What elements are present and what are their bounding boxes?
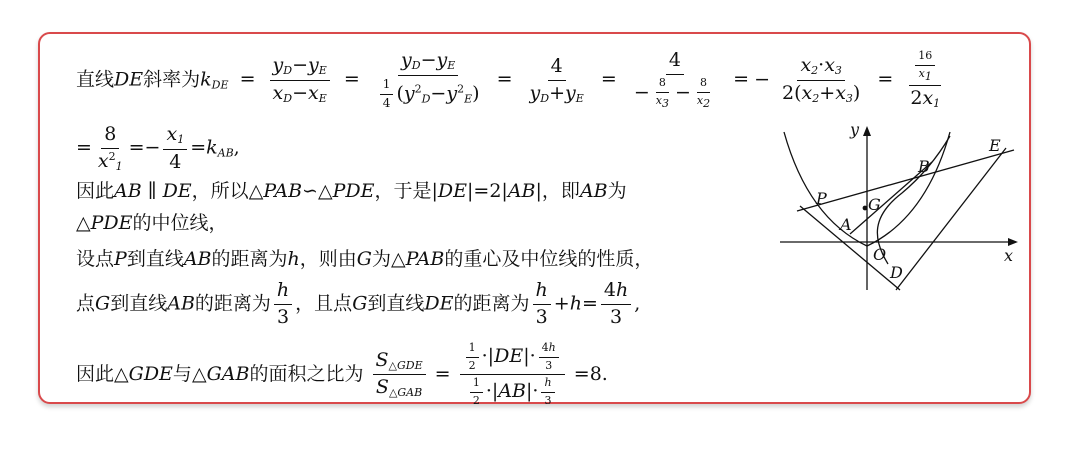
text-segment: 因此 [76, 180, 115, 202]
text-segment: ，即 [541, 180, 580, 202]
x-axis-arrow [1008, 238, 1018, 246]
text-segment: 的距离为 [211, 248, 288, 270]
text-segment: 的中位线， [132, 212, 228, 234]
text-segment: 与 [172, 362, 192, 385]
y-axis-arrow [863, 126, 871, 136]
slope-equation: 直线DE斜率为$k_{DE}$ = $\frac{y_D-y_E}{x_D-x_E}$ = $y_D-y_E$ $\frac{1}{4}$ $(y^2_D-y^2_E)$ = $\frac{4}{y_D+y_E}$ = 4 − $\frac{8}{x_3}$ − $\frac{8}{x_2}$ = − $\frac{x_2\cdot x_3}{2(x_2+x_3)}$ = $\frac{\frac{16}{x_1}}{2x_1}$ [76, 49, 941, 111]
slope-equation-continued: = $\frac{8}{x^2_1}$ =− $\frac{x_1}{4}$ $=k_{AB}$, [76, 123, 240, 173]
text-segment: 的距离为 [194, 292, 271, 315]
label-o: O [873, 245, 887, 264]
distance-setup: 设点P到直线AB的距离为h，则由G为△PAB的重心及中位线的性质， [76, 248, 654, 270]
text-segment: ，则由 [299, 248, 357, 270]
text-segment: 8. [589, 362, 608, 385]
text-segment: 为 [371, 248, 391, 270]
distance-result: 点G到直线AB的距离为 $\frac{h}{3}$ ，且点G到直线DE的距离为 $\frac{h}{3}$ +h= $\frac{4h}{3}$ , [76, 279, 641, 328]
midline-statement: △PDE的中位线， [76, 212, 228, 234]
text-segment: 到直线 [367, 292, 425, 315]
point-g [863, 206, 868, 211]
text-segment: 到直线 [126, 248, 184, 270]
text-segment: 的重心及中位线的性质， [444, 248, 654, 270]
text-segment: 的距离为 [453, 292, 530, 315]
text-segment: 直线 [76, 68, 115, 91]
text-segment: ，且点 [295, 292, 353, 315]
text-segment: 点 [76, 292, 96, 315]
area-ratio: 因此△GDE与△GAB的面积之比为 $\frac{S_{\triangle GDE}}{S_{\triangle GAB}}$ = $\frac{1}{2}$ ·|DE|· $\frac{4h}{3}$ $\frac{1}{2}$ ·|AB|· $\frac{h}{3}$ =8. [76, 341, 608, 407]
text-segment: 因此 [76, 362, 115, 385]
label-a: A [840, 215, 852, 234]
label-b: B [918, 157, 930, 176]
text-segment: 设点 [76, 248, 115, 270]
line-de [896, 148, 1006, 290]
label-d: D [890, 263, 903, 282]
label-p: P [816, 189, 827, 208]
label-e: E [989, 136, 1001, 155]
label-y: y [850, 120, 860, 139]
text-segment: 斜率为 [143, 68, 201, 91]
parallel-statement: 因此AB ∥ DE，所以△PAB∽△PDE，于是|DE|=2|AB|，即AB为 [76, 180, 627, 202]
text-segment: 到直线 [110, 292, 168, 315]
parabola-figure [772, 118, 1022, 298]
label-x: x [1004, 246, 1014, 265]
label-g: G [868, 195, 881, 214]
text-segment: ，所以 [191, 180, 249, 202]
text-segment: 的面积之比为 [249, 362, 364, 385]
text-segment: 为 [607, 180, 627, 202]
text-segment: ，于是 [374, 180, 432, 202]
